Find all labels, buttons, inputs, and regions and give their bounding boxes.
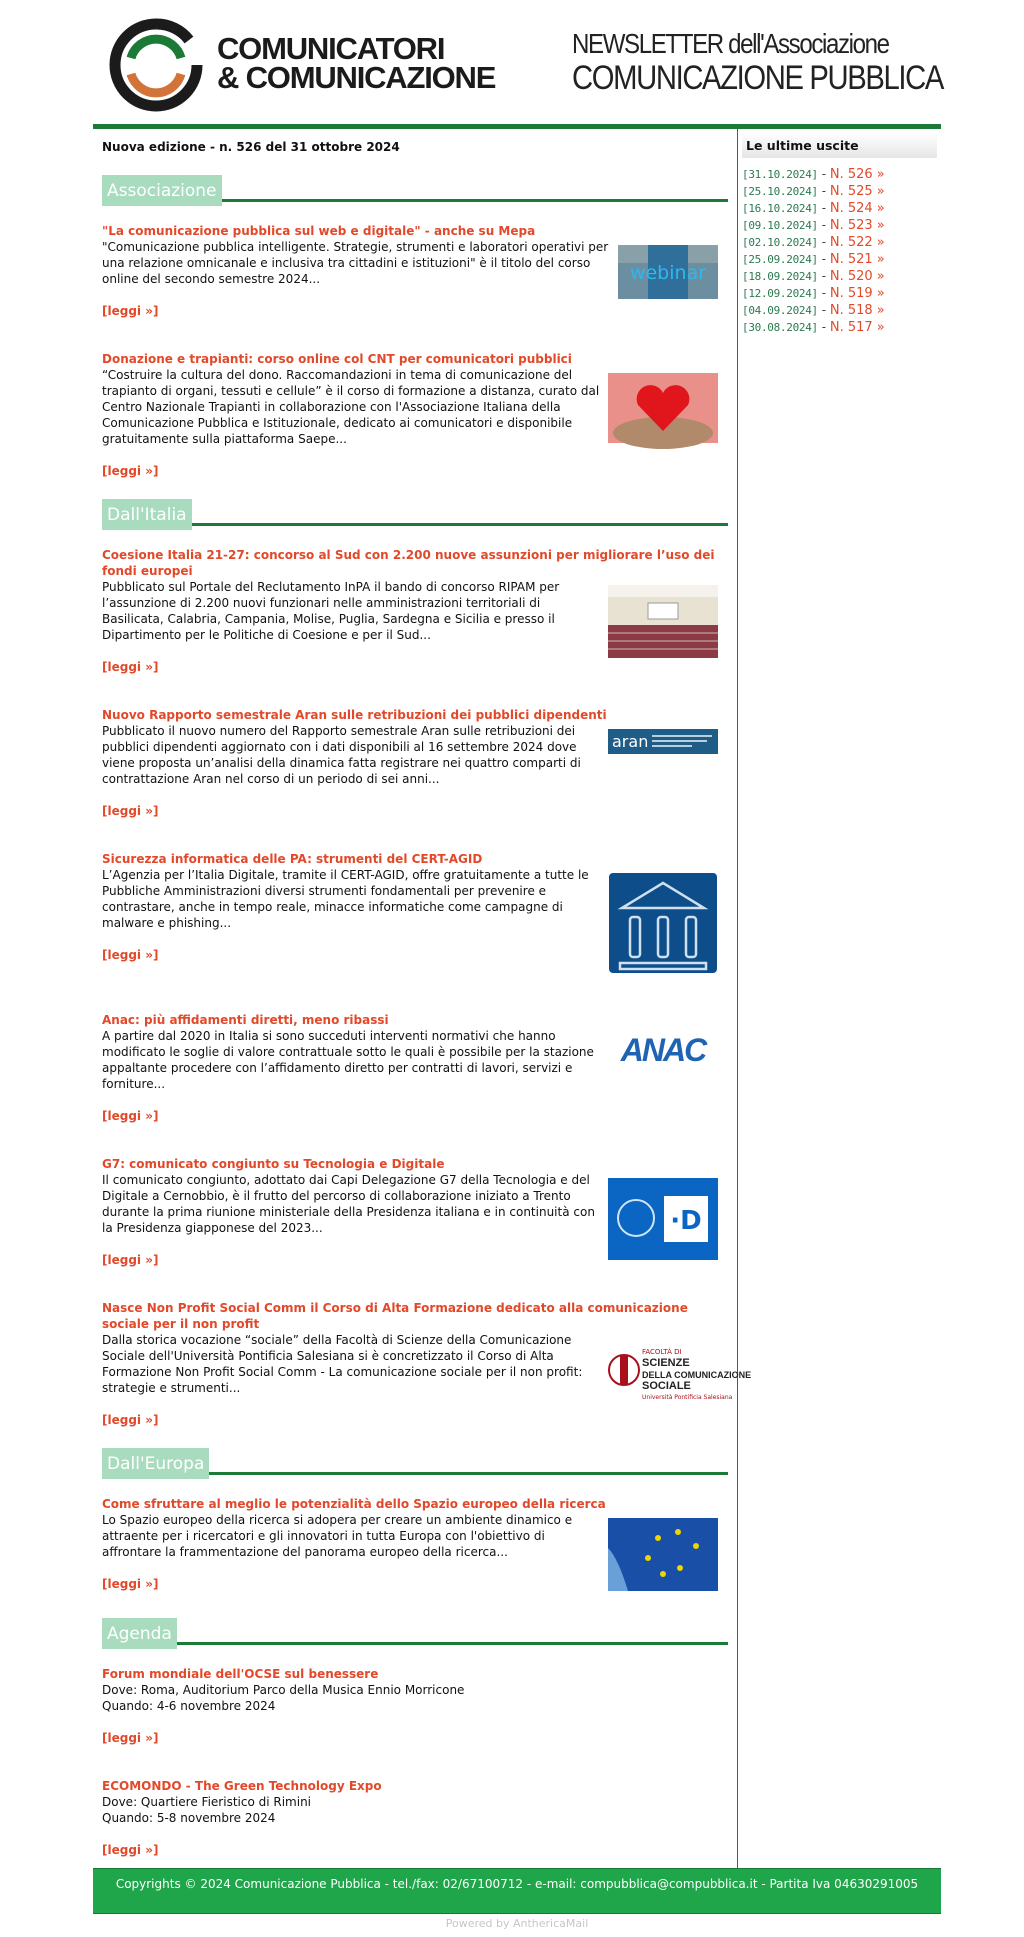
svg-text:FACOLTÀ DI: FACOLTÀ DI xyxy=(642,1348,682,1356)
issue-item[interactable]: [18.09.2024] - N. 520 » xyxy=(742,269,885,284)
article-summary: Lo Spazio europeo della ricerca si adopera per creare un ambiente dinamico e attraente per i ricercatori e gli innovatori in tutta Europa con l'obiettivo di affrontare la frammentazione del panorama europeo della ricerca... xyxy=(102,1513,573,1559)
article-title-link[interactable]: Come sfruttare al meglio le potenzialità dello Spazio europeo della ricerca xyxy=(102,1497,606,1511)
read-more-link[interactable]: [leggi »] xyxy=(102,1413,159,1427)
read-more-link[interactable]: [leggi »] xyxy=(102,660,159,674)
article xyxy=(102,1156,728,1268)
issue-date: [16.10.2024] xyxy=(742,202,818,215)
svg-text:·D: ·D xyxy=(670,1206,702,1236)
issue-date: [31.10.2024] xyxy=(742,168,818,181)
footer xyxy=(93,1868,941,1914)
issue-item[interactable]: [25.09.2024] - N. 521 » xyxy=(742,252,885,267)
issue-date: [25.10.2024] xyxy=(742,185,818,198)
brand-title: COMUNICATORI & COMUNICAZIONE xyxy=(217,31,496,95)
issue-item[interactable]: [02.10.2024] - N. 522 » xyxy=(742,235,885,250)
section-title: Associazione xyxy=(102,175,222,206)
article-title-link[interactable]: Forum mondiale dell'OCSE sul benessere xyxy=(102,1667,379,1681)
svg-text:DELLA COMUNICAZIONE: DELLA COMUNICAZIONE xyxy=(642,1370,752,1380)
issue-item[interactable]: [09.10.2024] - N. 523 » xyxy=(742,218,885,233)
article-date: Quando: 4-6 novembre 2024 xyxy=(102,1699,276,1713)
article-title-link[interactable]: Donazione e trapianti: corso online col CNT per comunicatori pubblici xyxy=(102,352,572,366)
section-title: Dall'Italia xyxy=(102,499,192,530)
read-more-link[interactable]: [leggi »] xyxy=(102,1731,159,1745)
issue-item[interactable]: [16.10.2024] - N. 524 » xyxy=(742,201,885,216)
article xyxy=(102,1300,752,1428)
article-summary: A partire dal 2020 in Italia si sono succeduti interventi normativi che hanno modificato le soglie di valore contrattuale sotto le quali è possibile per la stazione appaltante procedere con l’affidamento diretto per contratti di lavori, servizi e forniture... xyxy=(102,1029,594,1091)
issue-date: [18.09.2024] xyxy=(742,270,818,283)
read-more-link[interactable]: [leggi »] xyxy=(102,948,159,962)
issue-link[interactable]: N. 519 » xyxy=(829,286,885,301)
article-image-aran[interactable] xyxy=(608,729,718,757)
svg-text:aran: aran xyxy=(612,732,649,751)
issue-link[interactable]: N. 518 » xyxy=(829,303,885,318)
issue-link[interactable]: N. 523 » xyxy=(829,218,885,233)
svg-text:ANAC: ANAC xyxy=(620,1032,706,1068)
article-image-salesiana[interactable] xyxy=(608,1338,752,1405)
issue-date: [12.09.2024] xyxy=(742,287,818,300)
section-header xyxy=(102,1448,728,1479)
article-image-digitale[interactable] xyxy=(608,1178,718,1263)
article-image-anac[interactable] xyxy=(608,1034,718,1067)
section-header xyxy=(102,1618,728,1649)
article-summary: L’Agenzia per l’Italia Digitale, tramite il CERT-AGID, offre gratuitamente a tutte le Pubbliche Amministrazioni diversi strumenti fondamentali per prevenire e contrastare, anche in tempo reale, minacce informatiche come campagne di malware e phishing... xyxy=(102,868,589,930)
article-title-link[interactable]: Nuovo Rapporto semestrale Aran sulle retribuzioni dei pubblici dipendenti xyxy=(102,708,607,722)
svg-text:Università Pontificia Salesian: Università Pontificia Salesiana xyxy=(642,1394,733,1401)
article-image-webinar[interactable] xyxy=(618,245,718,302)
newsletter xyxy=(93,0,944,1930)
article xyxy=(102,223,728,319)
issue-link[interactable]: N. 520 » xyxy=(829,269,885,284)
article-summary: “Costruire la cultura del dono. Raccomandazioni in tema di comunicazione del trapianto di organi, tessuti e cellule” è il corso di formazione a distanza, curato dal Centro Nazionale Trapianti in collaborazione con l'Associazione Italiana della Comunicazione Pubblica e Istituzionale, dedicato ai comunicatori e disponibile gratuitamente sulla piattaforma Saepe... xyxy=(102,368,600,446)
article xyxy=(102,707,728,819)
issue-link[interactable]: N. 517 » xyxy=(829,320,885,335)
svg-text:SOCIALE: SOCIALE xyxy=(642,1380,691,1392)
article-title-link[interactable]: Nasce Non Profit Social Comm il Corso di Alta Formazione dedicato alla comunicazione sociale per il non profit xyxy=(102,1301,688,1331)
section-divider xyxy=(177,1642,728,1645)
article-title-link[interactable]: Coesione Italia 21-27: concorso al Sud con 2.200 nuove assunzioni per migliorare l’uso dei fondi europei xyxy=(102,548,715,578)
sidebar xyxy=(738,129,941,1868)
read-more-link[interactable]: [leggi »] xyxy=(102,1253,159,1267)
header xyxy=(93,0,944,124)
issue-date: [04.09.2024] xyxy=(742,304,818,317)
article-title-link[interactable]: G7: comunicato congiunto su Tecnologia e Digitale xyxy=(102,1157,445,1171)
svg-text:SCIENZE: SCIENZE xyxy=(642,1357,690,1369)
read-more-link[interactable]: [leggi »] xyxy=(102,464,159,478)
main-content xyxy=(93,129,752,1868)
issue-link[interactable]: N. 524 » xyxy=(829,201,885,216)
section-title: Dall'Europa xyxy=(102,1448,209,1479)
article xyxy=(102,351,728,479)
article xyxy=(102,1496,728,1598)
article-summary: Dove: Quartiere Fieristico di Rimini xyxy=(102,1795,312,1809)
article-image-eu-flag[interactable] xyxy=(608,1518,718,1594)
article xyxy=(102,851,728,980)
issue-item[interactable]: [31.10.2024] - N. 526 » xyxy=(742,167,885,182)
issue-link[interactable]: N. 521 » xyxy=(829,252,885,267)
article-image-institution[interactable] xyxy=(608,873,718,976)
issue-link[interactable]: N. 525 » xyxy=(829,184,885,199)
svg-text:webinar: webinar xyxy=(629,262,707,284)
issue-item[interactable]: [25.10.2024] - N. 525 » xyxy=(742,184,885,199)
newsletter-title: NEWSLETTER dell'Associazione COMUNICAZIONE PUBBLICA xyxy=(572,28,944,97)
read-more-link[interactable]: [leggi »] xyxy=(102,804,159,818)
section-divider xyxy=(222,199,728,202)
article-title-link[interactable]: Anac: più affidamenti diretti, meno ribassi xyxy=(102,1013,389,1027)
section-divider xyxy=(209,1472,728,1475)
edition-title: Nuova edizione - n. 526 del 31 ottobre 2024 xyxy=(102,140,400,154)
issue-date: [30.08.2024] xyxy=(742,321,818,334)
article-summary: Pubblicato sul Portale del Reclutamento InPA il bando di concorso RIPAM per l’assunzione di 2.200 nuovi funzionari nelle amministrazioni territoriali di Basilicata, Calabria, Campania, Molise, Puglia, Sardegna e Sicilia e presso il Dipartimento per le Politiche di Coesione e per il Sud... xyxy=(102,580,560,642)
article-title-link[interactable]: ECOMONDO - The Green Technology Expo xyxy=(102,1779,382,1793)
footer-text: Copyrights © 2024 Comunicazione Pubblica - tel./fax: 02/67100712 - e-mail: compubblica@compubblica.it - Partita Iva 04630291005 xyxy=(115,1877,919,1891)
read-more-link[interactable]: [leggi »] xyxy=(102,304,159,318)
article xyxy=(102,1012,728,1124)
read-more-link[interactable]: [leggi »] xyxy=(102,1843,159,1857)
article-date: Quando: 5-8 novembre 2024 xyxy=(102,1811,276,1825)
article-title-link[interactable]: Sicurezza informatica delle PA: strumenti del CERT-AGID xyxy=(102,852,483,866)
article-summary: Il comunicato congiunto, adottato dai Capi Delegazione G7 della Tecnologia e del Digitale a Cernobbio, è il frutto del percorso di collaborazione iniziato a Trento durante la prima riunione ministeriale della Presidenza italiana e in continuità con la Presidenza giapponese del 2023... xyxy=(102,1173,595,1235)
issue-item[interactable]: [04.09.2024] - N. 518 » xyxy=(742,303,885,318)
article-summary: Pubblicato il nuovo numero del Rapporto semestrale Aran sulle retribuzioni dei pubblici dipendenti aggiornato con i dati disponibili al 16 settembre 2024 dove viene proposta un’analisi della dinamica fatta registrare nei quattro comparti di contrattazione Aran nel corso di un periodo di sei anni... xyxy=(102,724,581,786)
read-more-link[interactable]: [leggi »] xyxy=(102,1577,159,1591)
article-image-room[interactable] xyxy=(608,585,718,661)
issue-link[interactable]: N. 522 » xyxy=(829,235,885,250)
issue-list xyxy=(738,166,941,336)
sidebar-title: Le ultime uscite xyxy=(742,133,937,158)
article xyxy=(102,547,728,675)
powered-by[interactable]: Powered by AnthericaMail xyxy=(445,1917,589,1930)
section-title: Agenda xyxy=(102,1618,177,1649)
article-summary: "Comunicazione pubblica intelligente. Strategie, strumenti e laboratori operativi per una relazione omnicanale e inclusiva tra cittadini e istituzioni" è il titolo del corso online del secondo semestre 2024... xyxy=(102,240,609,286)
article xyxy=(102,1666,728,1746)
issue-item[interactable]: [12.09.2024] - N. 519 » xyxy=(742,286,885,301)
section-divider xyxy=(192,523,728,526)
logo-icon xyxy=(109,18,203,112)
section-header xyxy=(102,499,728,530)
section-header xyxy=(102,175,728,206)
issue-date: [25.09.2024] xyxy=(742,253,818,266)
article-summary: Dalla storica vocazione “sociale” della Facoltà di Scienze della Comunicazione Sociale dell'Università Pontificia Salesiana si è concretizzato il Corso di Alta Formazione Non Profit Social Comm - La comunicazione sociale per il non profit: strategie e strumenti... xyxy=(102,1333,583,1395)
article xyxy=(102,1778,728,1858)
article-summary: Dove: Roma, Auditorium Parco della Musica Ennio Morricone xyxy=(102,1683,465,1697)
issue-link[interactable]: N. 526 » xyxy=(829,167,885,182)
article-title-link[interactable]: "La comunicazione pubblica sul web e digitale" - anche su Mepa xyxy=(102,224,536,238)
article-image-heart[interactable] xyxy=(608,373,718,446)
read-more-link[interactable]: [leggi »] xyxy=(102,1109,159,1123)
issue-date: [02.10.2024] xyxy=(742,236,818,249)
issue-item[interactable]: [30.08.2024] - N. 517 » xyxy=(742,320,885,335)
issue-date: [09.10.2024] xyxy=(742,219,818,232)
